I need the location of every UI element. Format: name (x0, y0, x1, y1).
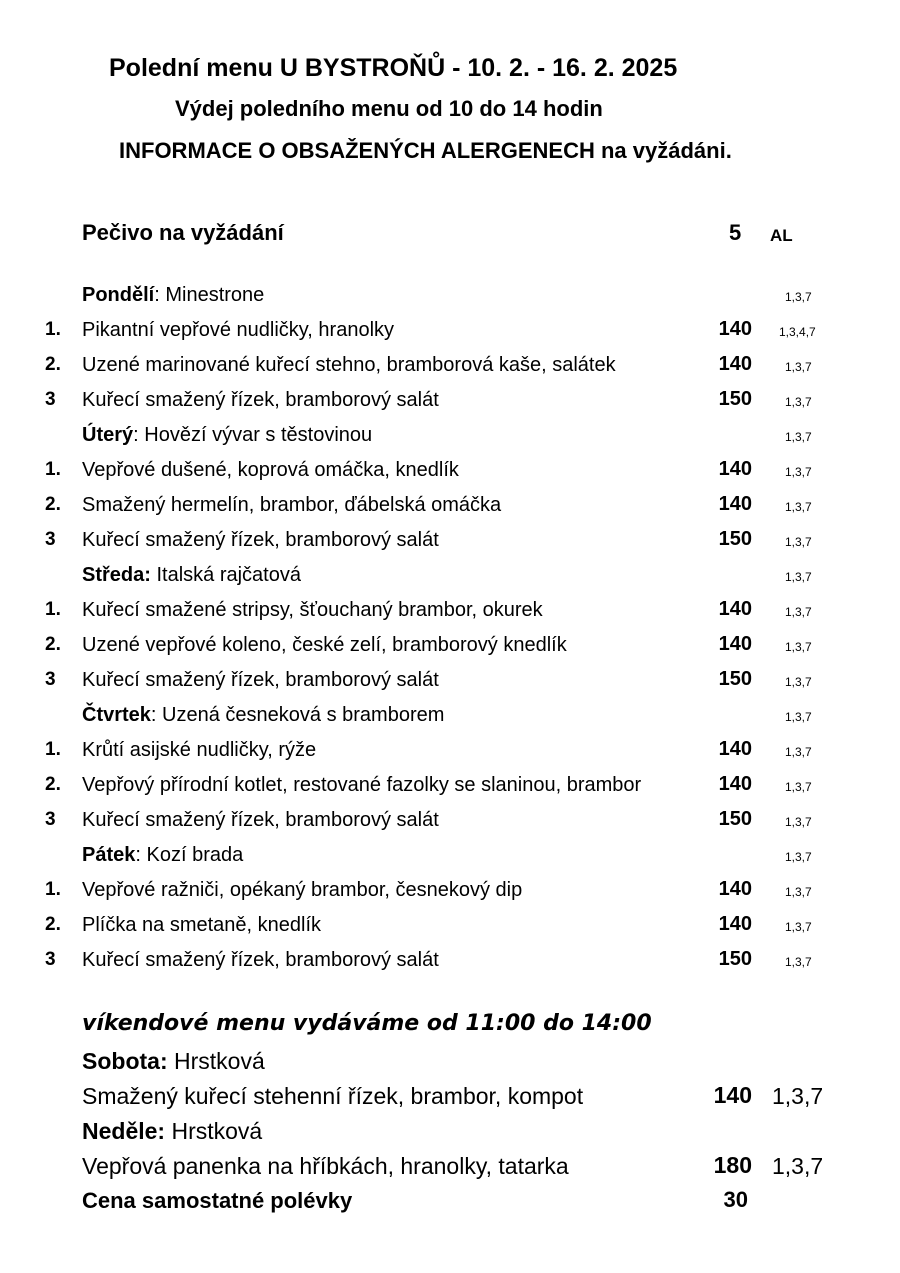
dish-name: Uzené marinované kuřecí stehno, bramborová kaše, salátek (82, 354, 616, 376)
menu-item-row (0, 315, 900, 345)
page-title: Polední menu U BYSTROŇŮ - 10. 2. - 16. 2. 2025 (109, 54, 678, 82)
soup-row (0, 560, 900, 590)
menu-item-row (0, 665, 900, 695)
soup-row (0, 280, 900, 310)
soup-of-the-day (82, 564, 301, 587)
saturday-soup-row (0, 1044, 900, 1078)
saturday-soup (82, 1048, 265, 1075)
dish-price: 140 (718, 773, 752, 795)
dish-name: Smažený hermelín, brambor, ďábelská omáčka (82, 494, 502, 516)
dish-price: 140 (718, 878, 752, 900)
soup-name: Minestrone (165, 284, 265, 306)
day-separator: : (135, 844, 147, 866)
dish-price: 140 (718, 353, 752, 375)
soup-row (0, 420, 900, 450)
allergen-codes: 1,3,7 (785, 465, 812, 479)
allergen-codes: 1,3,7 (785, 955, 812, 969)
menu-item-row (0, 945, 900, 975)
allergen-codes: 1,3,7 (785, 710, 812, 724)
dish-name: Vepřové dušené, koprová omáčka, knedlík (82, 459, 459, 481)
dish-name: Kuřecí smažený řízek, bramborový salát (82, 389, 439, 411)
dish-price: 140 (718, 738, 752, 760)
item-number: 2. (45, 354, 61, 375)
dish-name: Kuřecí smažené stripsy, šťouchaný brambor, okurek (82, 599, 543, 621)
day-label: Neděle: (82, 1118, 166, 1144)
dish-price: 150 (718, 388, 752, 410)
allergen-codes: 1,3,7 (785, 395, 812, 409)
day-separator: : (154, 284, 166, 306)
soup-name: Uzená česneková s bramborem (162, 704, 445, 726)
allergen-codes: 1,3,7 (785, 780, 812, 794)
allergen-codes: 1,3,7 (785, 675, 812, 689)
day-separator: : (150, 704, 163, 726)
day-label: Úterý (82, 424, 134, 446)
item-number: 1. (45, 319, 61, 340)
soup-of-the-day (82, 704, 444, 727)
menu-item-row (0, 875, 900, 905)
menu-item-row (0, 805, 900, 835)
item-number: 3 (45, 389, 56, 410)
bread-label: Pečivo na vyžádání (82, 220, 284, 245)
menu-item-row (0, 490, 900, 520)
soup-row (0, 840, 900, 870)
item-number: 2. (45, 634, 61, 655)
saturday-price: 140 (713, 1082, 752, 1108)
dish-price: 140 (718, 633, 752, 655)
menu-item-row (0, 350, 900, 380)
saturday-dish-row (0, 1079, 900, 1113)
dish-price: 150 (718, 948, 752, 970)
sunday-soup (82, 1118, 262, 1145)
allergen-codes: 1,3,7 (785, 850, 812, 864)
day-label: Sobota: (82, 1048, 168, 1074)
menu-item-row (0, 770, 900, 800)
allergen-codes: 1,3,7 (785, 640, 812, 654)
allergen-info-rest: na vyžádáni. (594, 138, 732, 163)
allergen-codes: 1,3,7 (785, 815, 812, 829)
allergen-codes: 1,3,7 (785, 570, 812, 584)
menu-item-row (0, 910, 900, 940)
dish-price: 140 (718, 458, 752, 480)
day-label: Čtvrtek (82, 704, 151, 726)
sunday-price: 180 (713, 1152, 752, 1178)
weekend-note: víkendové menu vydáváme od 11:00 do 14:00 (82, 1011, 652, 1036)
allergen-codes: 1,3,7 (785, 920, 812, 934)
soup-name: Hrstková (165, 1118, 263, 1144)
sunday-dish-row (0, 1149, 900, 1183)
allergen-codes: 1,3,7 (785, 360, 812, 374)
menu-item-row (0, 630, 900, 660)
soup-row (0, 700, 900, 730)
allergen-codes: 1,3,7 (785, 290, 812, 304)
allergen-info-bold: INFORMACE O OBSAŽENÝCH ALERGENECH (119, 138, 595, 163)
allergen-info (119, 140, 732, 162)
soup-of-the-day (82, 844, 243, 867)
dish-name: Kuřecí smažený řízek, bramborový salát (82, 949, 439, 971)
dish-name: Kuřecí smažený řízek, bramborový salát (82, 809, 439, 831)
sunday-allergens: 1,3,7 (772, 1153, 824, 1179)
day-label: Pátek (82, 844, 136, 866)
item-number: 2. (45, 914, 61, 935)
item-number: 3 (45, 529, 56, 550)
item-number: 1. (45, 739, 61, 760)
allergen-codes: 1,3,4,7 (779, 325, 816, 339)
menu-item-row (0, 525, 900, 555)
dish-price: 140 (718, 493, 752, 515)
day-label: Středa: (82, 564, 151, 586)
item-number: 1. (45, 879, 61, 900)
dish-name: Kuřecí smažený řízek, bramborový salát (82, 669, 439, 691)
allergen-codes: 1,3,7 (785, 885, 812, 899)
dish-price: 150 (718, 808, 752, 830)
allergen-codes: 1,3,7 (785, 745, 812, 759)
item-number: 2. (45, 774, 61, 795)
dish-name: Vepřový přírodní kotlet, restované fazolky se slaninou, brambor (82, 774, 642, 796)
allergen-codes: 1,3,7 (785, 430, 812, 444)
soup-price-label: Cena samostatné polévky (82, 1188, 353, 1213)
menu-item-row (0, 735, 900, 765)
day-label: Pondělí (82, 284, 155, 306)
dish-name: Kuřecí smažený řízek, bramborový salát (82, 529, 439, 551)
item-number: 1. (45, 459, 61, 480)
menu-item-row (0, 385, 900, 415)
dish-name: Uzené vepřové koleno, české zelí, bramborový knedlík (82, 634, 567, 656)
dish-name: Plíčka na smetaně, knedlík (82, 914, 322, 936)
item-number: 3 (45, 809, 56, 830)
dish-name: Pikantní vepřové nudličky, hranolky (82, 319, 395, 341)
allergen-column-header: AL (770, 226, 793, 245)
menu-item-row (0, 455, 900, 485)
sunday-soup-row (0, 1114, 900, 1148)
allergen-codes: 1,3,7 (785, 535, 812, 549)
item-number: 1. (45, 599, 61, 620)
soup-of-the-day (82, 284, 264, 307)
allergen-codes: 1,3,7 (785, 500, 812, 514)
soup-price: 30 (723, 1187, 748, 1212)
dish-price: 150 (718, 528, 752, 550)
soup-name: Hovězí vývar s těstovinou (144, 424, 373, 446)
day-separator: : (133, 424, 145, 446)
soup-name: Hrstková (167, 1048, 265, 1074)
dish-price: 140 (718, 598, 752, 620)
saturday-allergens: 1,3,7 (772, 1083, 824, 1109)
allergen-codes: 1,3,7 (785, 605, 812, 619)
item-number: 3 (45, 949, 56, 970)
dish-name: Vepřové ražniči, opékaný brambor, česnekový dip (82, 879, 523, 901)
bread-price: 5 (729, 220, 742, 245)
serving-time: Výdej poledního menu od 10 do 14 hodin (175, 96, 603, 121)
dish-price: 140 (718, 318, 752, 340)
soup-of-the-day (82, 424, 372, 447)
dish-price: 150 (718, 668, 752, 690)
menu-item-row (0, 595, 900, 625)
dish-price: 140 (718, 913, 752, 935)
soup-name: Italská rajčatová (156, 564, 301, 586)
soup-price-row (0, 1184, 900, 1218)
sunday-dish: Vepřová panenka na hříbkách, hranolky, tatarka (82, 1153, 569, 1179)
saturday-dish: Smažený kuřecí stehenní řízek, brambor, kompot (82, 1083, 584, 1109)
item-number: 3 (45, 669, 56, 690)
item-number: 2. (45, 494, 61, 515)
dish-name: Krůtí asijské nudličky, rýže (82, 739, 317, 761)
soup-name: Kozí brada (146, 844, 244, 866)
